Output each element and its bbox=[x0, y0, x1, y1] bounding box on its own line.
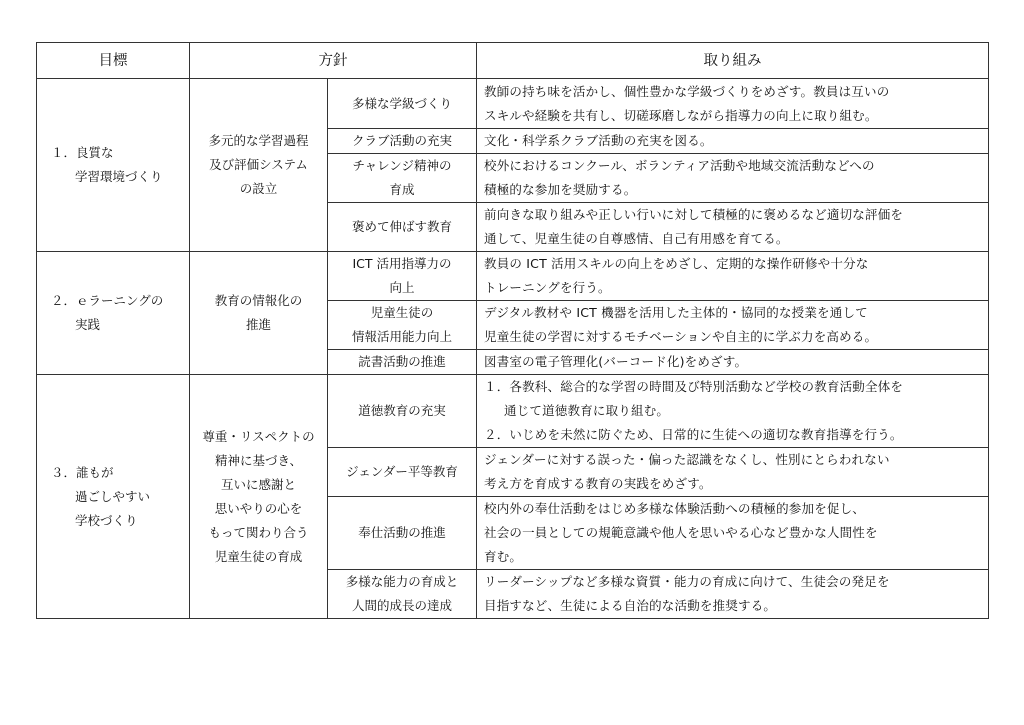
action-cell bbox=[477, 252, 989, 301]
subpolicy-cell bbox=[328, 203, 477, 252]
action-line: スキルや経験を共有し、切磋琢磨しながら指導力の向上に取り組む。 bbox=[484, 107, 878, 123]
action-line: 校外におけるコンクール、ボランティア活動や地域交流活動などへの bbox=[484, 158, 875, 173]
header-action: 取り組み bbox=[477, 43, 989, 79]
action-line: 育む。 bbox=[484, 549, 523, 564]
action-line: ２．いじめを未然に防ぐため、日常的に生徒への適切な教育指導を行う。 bbox=[484, 427, 903, 442]
subpolicy-line: 褒めて伸ばす教育 bbox=[351, 219, 452, 234]
subpolicy-line: 奉仕活動の推進 bbox=[358, 525, 446, 540]
action-cell bbox=[477, 570, 989, 619]
subpolicy-line: 多様な学級づくり bbox=[351, 95, 452, 111]
action-line: デジタル教材や ICT 機器を活用した主体的・協同的な授業を通して bbox=[484, 305, 868, 320]
action-cell bbox=[477, 301, 989, 350]
policy-line: 互いに感謝と bbox=[220, 476, 296, 492]
subpolicy-cell bbox=[328, 154, 477, 203]
table-row bbox=[37, 375, 989, 448]
subpolicy-cell bbox=[328, 79, 477, 129]
action-line: 前向きな取り組みや正しい行いに対して積極的に褒めるなど適切な評価を bbox=[484, 207, 904, 222]
action-line: 図書室の電子管理化(バーコード化)をめざす。 bbox=[484, 354, 748, 369]
policy-line: もって関わり合う bbox=[208, 524, 309, 540]
subpolicy-line: 育成 bbox=[389, 182, 415, 197]
policy-table bbox=[36, 42, 989, 619]
action-line: 文化・科学系クラブ活動の充実を図る。 bbox=[484, 133, 713, 148]
action-cell bbox=[477, 129, 989, 154]
subpolicy-line: ジェンダー平等教育 bbox=[346, 464, 458, 479]
policy-line: 教育の情報化の bbox=[214, 293, 303, 308]
policy-line: 多元的な学習過程 bbox=[208, 133, 309, 148]
goal-line: ２．ｅラーニングの bbox=[51, 293, 164, 308]
action-line: 社会の一員としての規範意識や他人を思いやる心など豊かな人間性を bbox=[484, 525, 878, 540]
action-line: ジェンダーに対する誤った・偏った認識をなくし、性別にとらわれない bbox=[484, 452, 890, 467]
goal-line: 実践 bbox=[75, 317, 101, 332]
action-line: リーダーシップなど多様な資質・能力の育成に向けて、生徒会の発足を bbox=[484, 574, 890, 589]
subpolicy-cell bbox=[328, 301, 477, 350]
subpolicy-line: ICT 活用指導力の bbox=[352, 256, 452, 271]
policy-line: 思いやりの心を bbox=[214, 500, 303, 516]
policy-cell bbox=[190, 79, 328, 252]
policy-line: 児童生徒の育成 bbox=[214, 548, 303, 564]
goal-line: 過ごしやすい bbox=[75, 488, 151, 504]
policy-cell bbox=[190, 252, 328, 375]
action-line: 通して、児童生徒の自尊感情、自己有用感を育てる。 bbox=[484, 231, 789, 246]
action-line: 考え方を育成する教育の実践をめざす。 bbox=[484, 476, 712, 491]
table-row bbox=[37, 252, 989, 301]
action-line: 積極的な参加を奨励する。 bbox=[484, 182, 637, 197]
action-line: 教師の持ち味を活かし、個性豊かな学級づくりをめざす。教員は互いの bbox=[484, 83, 890, 99]
header-row bbox=[37, 43, 989, 79]
subpolicy-cell bbox=[328, 129, 477, 154]
goal-line: ３．誰もが bbox=[51, 464, 114, 480]
goal-cell bbox=[37, 79, 190, 252]
subpolicy-line: 道徳教育の充実 bbox=[358, 403, 446, 418]
subpolicy-cell bbox=[328, 375, 477, 448]
action-cell bbox=[477, 448, 989, 497]
subpolicy-line: 情報活用能力向上 bbox=[351, 329, 452, 344]
action-line: 目指すなど、生徒による自治的な活動を推奨する。 bbox=[484, 598, 777, 613]
action-cell bbox=[477, 350, 989, 375]
subpolicy-cell bbox=[328, 448, 477, 497]
subpolicy-line: 向上 bbox=[389, 280, 415, 295]
subpolicy-line: 児童生徒の bbox=[370, 305, 434, 320]
policy-line: 尊重・リスペクトの bbox=[202, 428, 315, 444]
subpolicy-line: 読書活動の推進 bbox=[358, 354, 446, 369]
action-cell bbox=[477, 497, 989, 570]
goal-line: 学習環境づくり bbox=[75, 169, 163, 184]
action-cell bbox=[477, 154, 989, 203]
policy-line: の設立 bbox=[239, 181, 278, 196]
subpolicy-cell bbox=[328, 350, 477, 375]
subpolicy-line: 人間的成長の達成 bbox=[351, 598, 452, 613]
subpolicy-cell bbox=[328, 252, 477, 301]
action-cell bbox=[477, 375, 989, 448]
action-cell bbox=[477, 203, 989, 252]
goal-cell bbox=[37, 375, 190, 619]
action-line: 児童生徒の学習に対するモチベーションや自主的に学ぶ力を高める。 bbox=[484, 329, 878, 344]
action-line: トレーニングを行う。 bbox=[484, 280, 611, 295]
action-cell bbox=[477, 79, 989, 129]
action-line: 通じて道徳教育に取り組む。 bbox=[504, 403, 670, 418]
subpolicy-cell bbox=[328, 497, 477, 570]
subpolicy-line: チャレンジ精神の bbox=[352, 158, 452, 173]
subpolicy-cell bbox=[328, 570, 477, 619]
action-line: １．各教科、総合的な学習の時間及び特別活動など学校の教育活動全体を bbox=[484, 379, 904, 394]
goal-cell bbox=[37, 252, 190, 375]
goal-line: １．良質な bbox=[51, 145, 114, 160]
subpolicy-line: クラブ活動の充実 bbox=[351, 133, 452, 148]
table-row bbox=[37, 79, 989, 129]
goal-line: 学校づくり bbox=[75, 512, 138, 528]
policy-line: 推進 bbox=[245, 317, 271, 332]
header-policy: 方針 bbox=[190, 43, 477, 79]
action-line: 校内外の奉仕活動をはじめ多様な体験活動への積極的参加を促し、 bbox=[484, 501, 866, 516]
action-line: 教員の ICT 活用スキルの向上をめざし、定期的な操作研修や十分な bbox=[484, 256, 869, 271]
header-goal: 目標 bbox=[37, 43, 190, 79]
subpolicy-line: 多様な能力の育成と bbox=[345, 574, 459, 589]
policy-line: 及び評価システム bbox=[209, 157, 308, 172]
policy-cell bbox=[190, 375, 328, 619]
policy-line: 精神に基づき、 bbox=[214, 452, 302, 468]
